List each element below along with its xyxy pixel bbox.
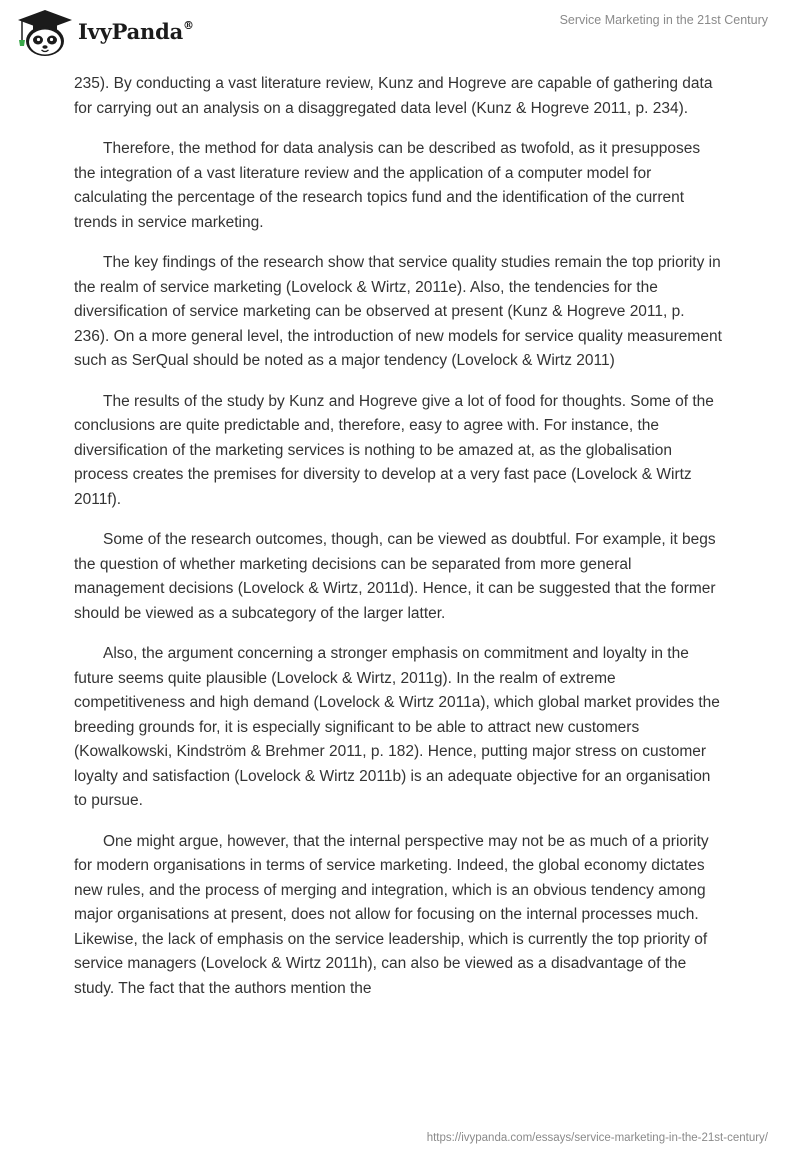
paragraph: The key findings of the research show that service quality studies remain the top priority in the realm of service marketing (Lovelock & Wirtz, 2011e). Also, the tendencies for the diversification of service marketing can be observed at present (Kunz & Hogreve 2011, p. 236). On a more general level, the introduction of new models for service quality measurement such as SerQual should be noted as a major tendency (Lovelock & Wirtz 2011) <box>74 254 722 369</box>
paragraph: The results of the study by Kunz and Hogreve give a lot of food for thoughts. Some of the conclusions are quite predictable and, therefore, easy to agree with. For instance, the diversification of the marketing services is nothing to be amazed at, as the globalisation process creates the premises for diversity to develop at a very fast pace (Lovelock & Wirtz 2011f). <box>74 392 714 508</box>
document-title: Service Marketing in the 21st Century <box>559 13 768 27</box>
source-url[interactable]: https://ivypanda.com/essays/service-marketing-in-the-21st-century/ <box>426 1132 768 1144</box>
page-header <box>0 0 800 70</box>
panda-logo-icon <box>14 8 76 58</box>
paragraph: 235). By conducting a vast literature review, Kunz and Hogreve are capable of gathering data for carrying out an analysis on a disaggregated data level (Kunz & Hogreve 2011, p. 234). <box>74 75 713 117</box>
paragraph: Therefore, the method for data analysis can be described as twofold, as it presupposes the integration of a vast literature review and the application of a computer model for calculating the percentage of the research topics fund and the identification of the current trends in service marketing. <box>74 140 701 231</box>
essay-body <box>74 72 724 1017</box>
ivypanda-logo[interactable] <box>14 8 214 58</box>
paragraph: Some of the research outcomes, though, can be viewed as doubtful. For example, it begs the question of whether marketing decisions can be separated from more general management decisions (Lovelock & Wirtz, 2011d). Hence, it can be suggested that the former should be viewed as a subcategory of the larger latter. <box>74 531 716 622</box>
logo-wordmark: IvyPanda® <box>78 19 194 44</box>
paragraph: One might argue, however, that the internal perspective may not be as much of a priority for modern organisations in terms of service marketing. Indeed, the global economy dictates new rules, and the process of merging and integration, which is an obvious tendency among major organisations at present, does not allow for focusing on the internal processes much. Likewise, the lack of emphasis on the service leadership, which is currently the top priority of service managers (Lovelock & Wirtz 2011h), can also be viewed as a disadvantage of the study. The fact that the authors mention the <box>74 832 709 997</box>
paragraph: Also, the argument concerning a stronger emphasis on commitment and loyalty in the future seems quite plausible (Lovelock & Wirtz, 2011g). In the realm of extreme competitiveness and high demand (Lovelock & Wirtz 2011a), which global market provides the breeding grounds for, it is especially significant to be able to attract new customers (Kowalkowski, Kindström & Brehmer 2011, p. 182). Hence, putting major stress on customer loyalty and satisfaction (Lovelock & Wirtz 2011b) is an adequate objective for an organisation to pursue. <box>74 645 720 809</box>
